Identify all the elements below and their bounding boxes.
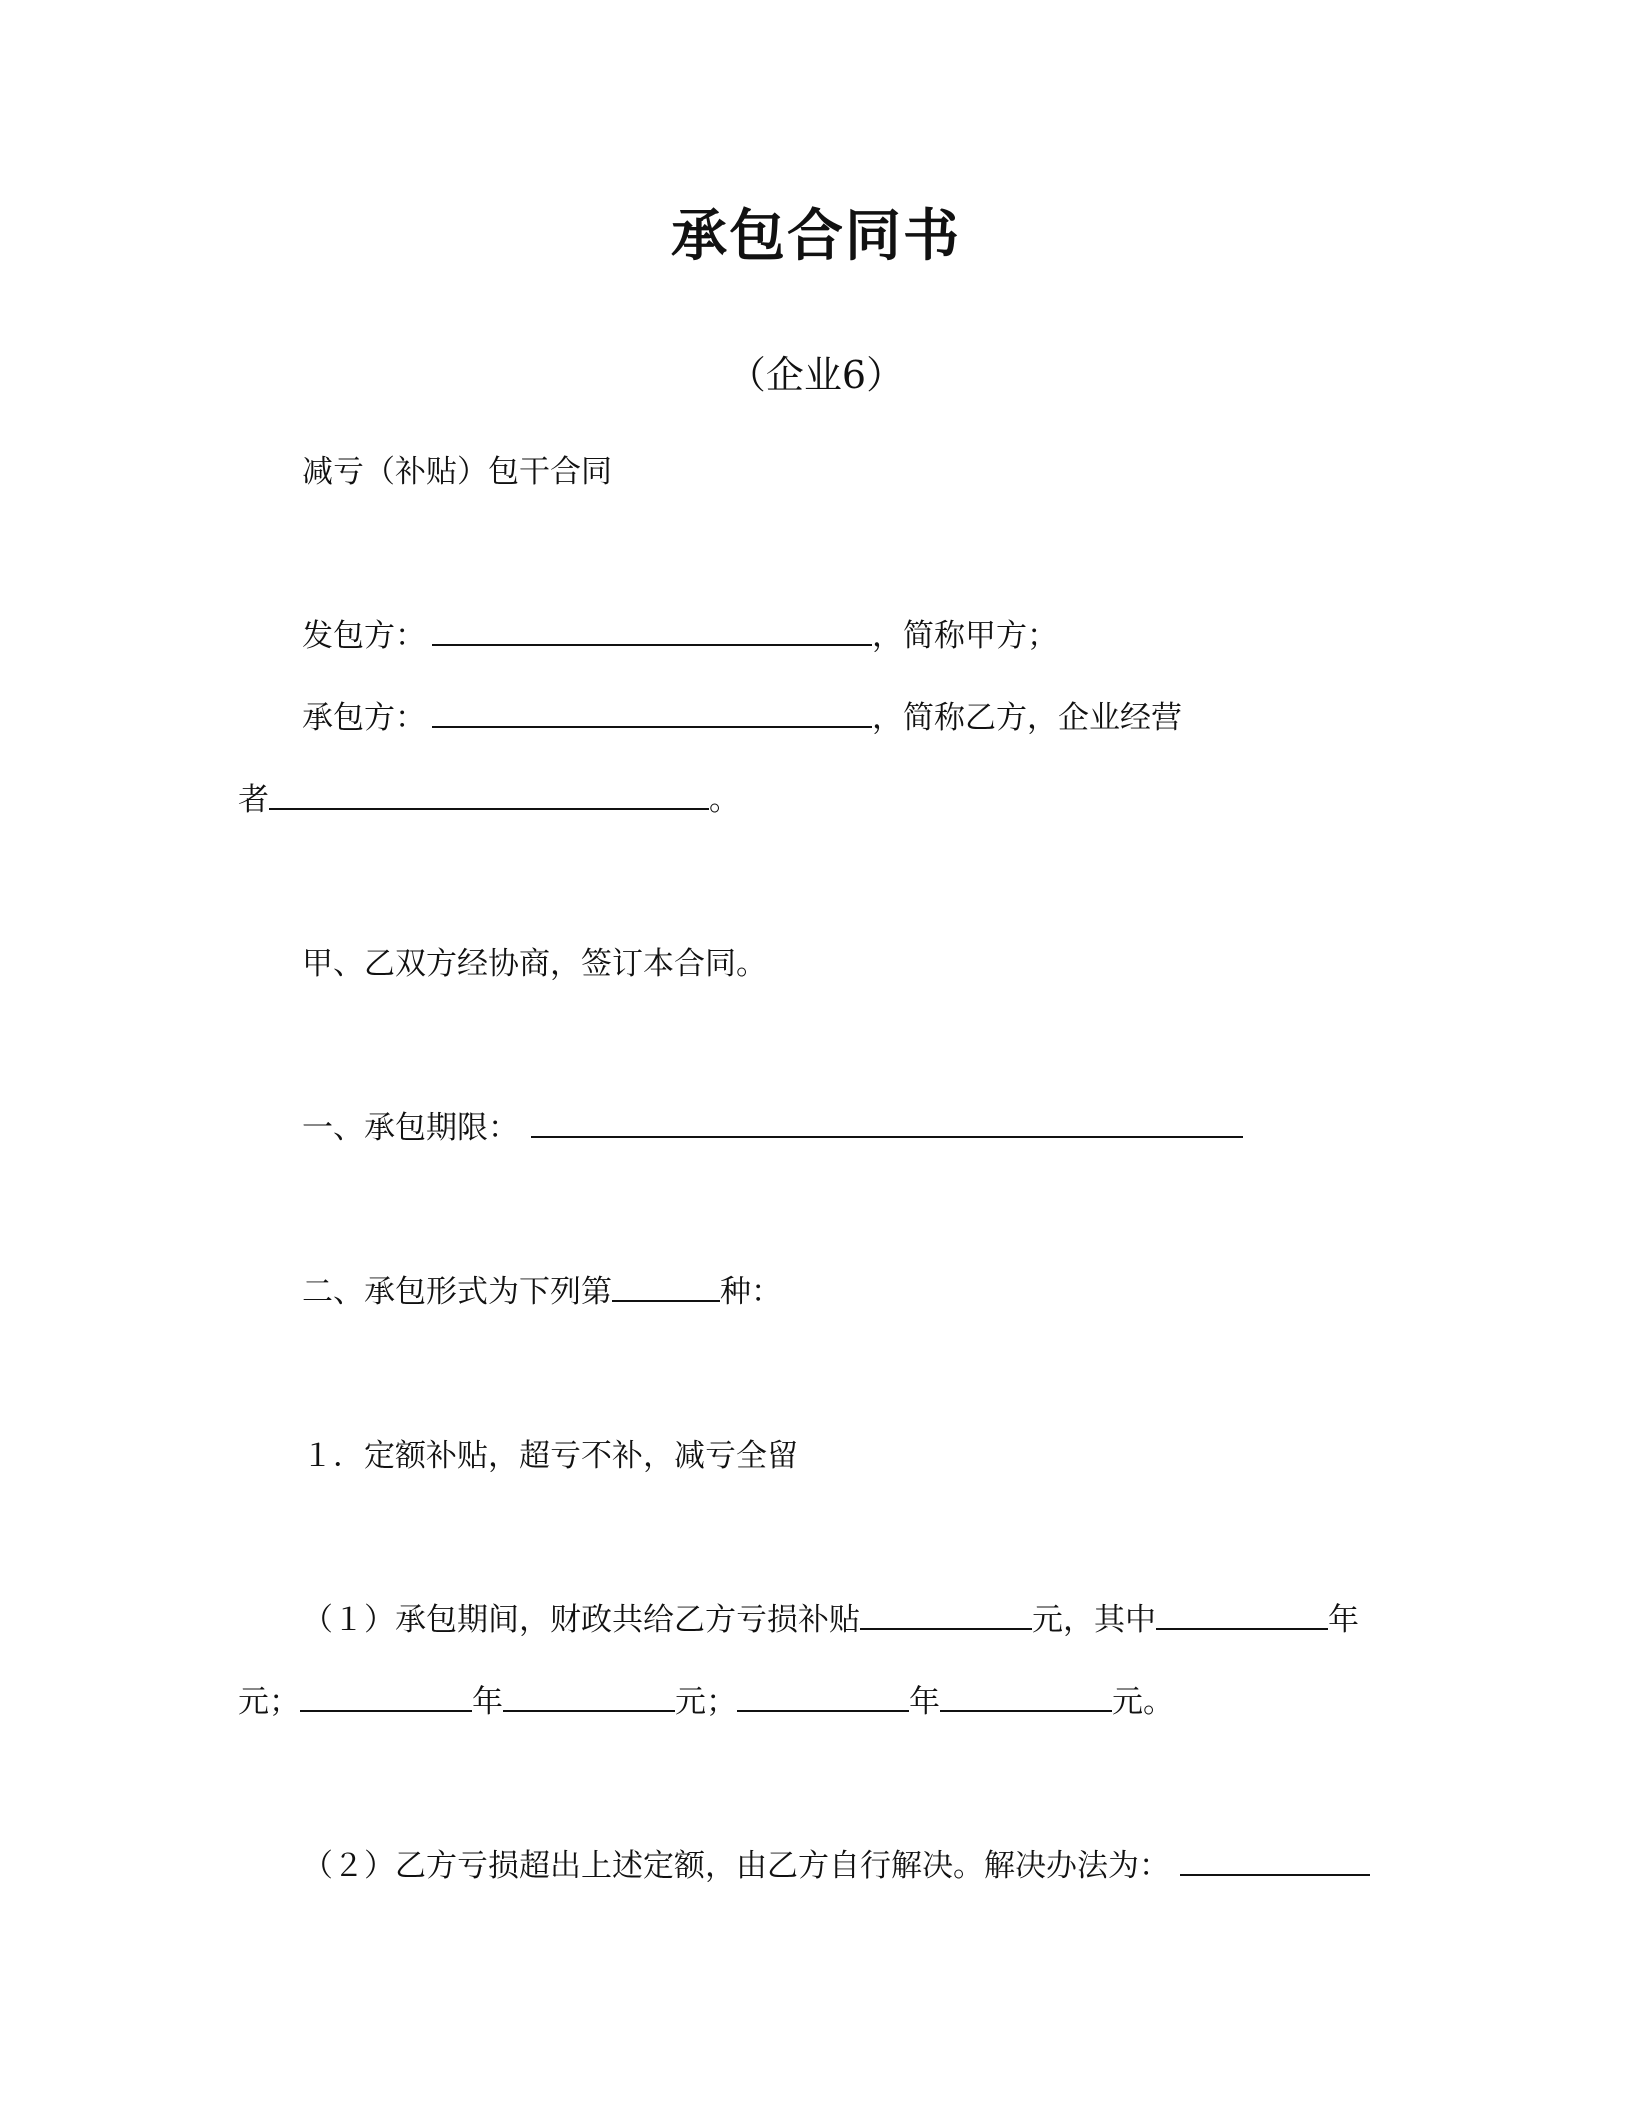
agreement-line xyxy=(302,944,767,984)
operator-suffix: 。 xyxy=(709,782,740,818)
document-subtitle: （企业6） xyxy=(727,353,905,397)
contract-term-blank[interactable] xyxy=(531,1110,1243,1138)
clause-2-form xyxy=(302,1272,782,1312)
item-1-yuan: 元，其中 xyxy=(1032,1602,1156,1638)
party-a-line xyxy=(302,616,1058,656)
amount-3-blank[interactable] xyxy=(940,1684,1112,1712)
party-b-label: 承包方： xyxy=(302,700,426,736)
clause-2-suffix: 种： xyxy=(720,1274,782,1310)
party-b-operator-line xyxy=(238,780,740,820)
line-2-year-b: 年 xyxy=(909,1684,940,1720)
amount-2-blank[interactable] xyxy=(503,1684,675,1712)
clause-2-prefix: 二、承包形式为下列第 xyxy=(302,1274,612,1310)
contract-type-text: 减亏（补贴）包干合同 xyxy=(302,454,612,490)
party-b-name-blank[interactable] xyxy=(432,700,872,728)
amount-1-blank[interactable] xyxy=(300,1684,472,1712)
item-2-text: （２）乙方亏损超出上述定额，由乙方自行解决。解决办法为： xyxy=(302,1848,1170,1884)
option-1-title-text: １．定额补贴，超亏不补，减亏全留 xyxy=(302,1438,798,1474)
year-1-blank[interactable] xyxy=(1156,1602,1328,1630)
document-title: 承包合同书 xyxy=(671,204,961,269)
party-b-line xyxy=(302,698,1182,738)
form-number-blank[interactable] xyxy=(612,1274,720,1302)
party-a-suffix: ，简称甲方； xyxy=(872,618,1058,654)
total-subsidy-blank[interactable] xyxy=(860,1602,1032,1630)
party-b-suffix: ，简称乙方，企业经营 xyxy=(872,700,1182,736)
contract-type xyxy=(302,452,612,492)
line-2-end: 元。 xyxy=(1112,1684,1174,1720)
option-1-item-1-line-1 xyxy=(302,1600,1359,1640)
resolution-method-blank[interactable] xyxy=(1180,1848,1370,1876)
option-1-title xyxy=(302,1436,798,1476)
option-1-item-1-line-2 xyxy=(238,1682,1174,1722)
operator-name-blank[interactable] xyxy=(269,782,709,810)
option-1-item-2 xyxy=(302,1846,1370,1886)
clause-1-label: 一、承包期限： xyxy=(302,1110,519,1146)
line-2-start: 元； xyxy=(238,1684,300,1720)
item-1-prefix: （１）承包期间，财政共给乙方亏损补贴 xyxy=(302,1602,860,1638)
party-a-label: 发包方： xyxy=(302,618,426,654)
agreement-text: 甲、乙双方经协商，签订本合同。 xyxy=(302,946,767,982)
item-1-year: 年 xyxy=(1328,1602,1359,1638)
year-2-blank[interactable] xyxy=(737,1684,909,1712)
clause-1-term xyxy=(302,1108,1243,1148)
line-2-year-a: 年 xyxy=(472,1684,503,1720)
operator-prefix: 者 xyxy=(238,782,269,818)
line-2-yuan-a: 元； xyxy=(675,1684,737,1720)
party-a-name-blank[interactable] xyxy=(432,618,872,646)
